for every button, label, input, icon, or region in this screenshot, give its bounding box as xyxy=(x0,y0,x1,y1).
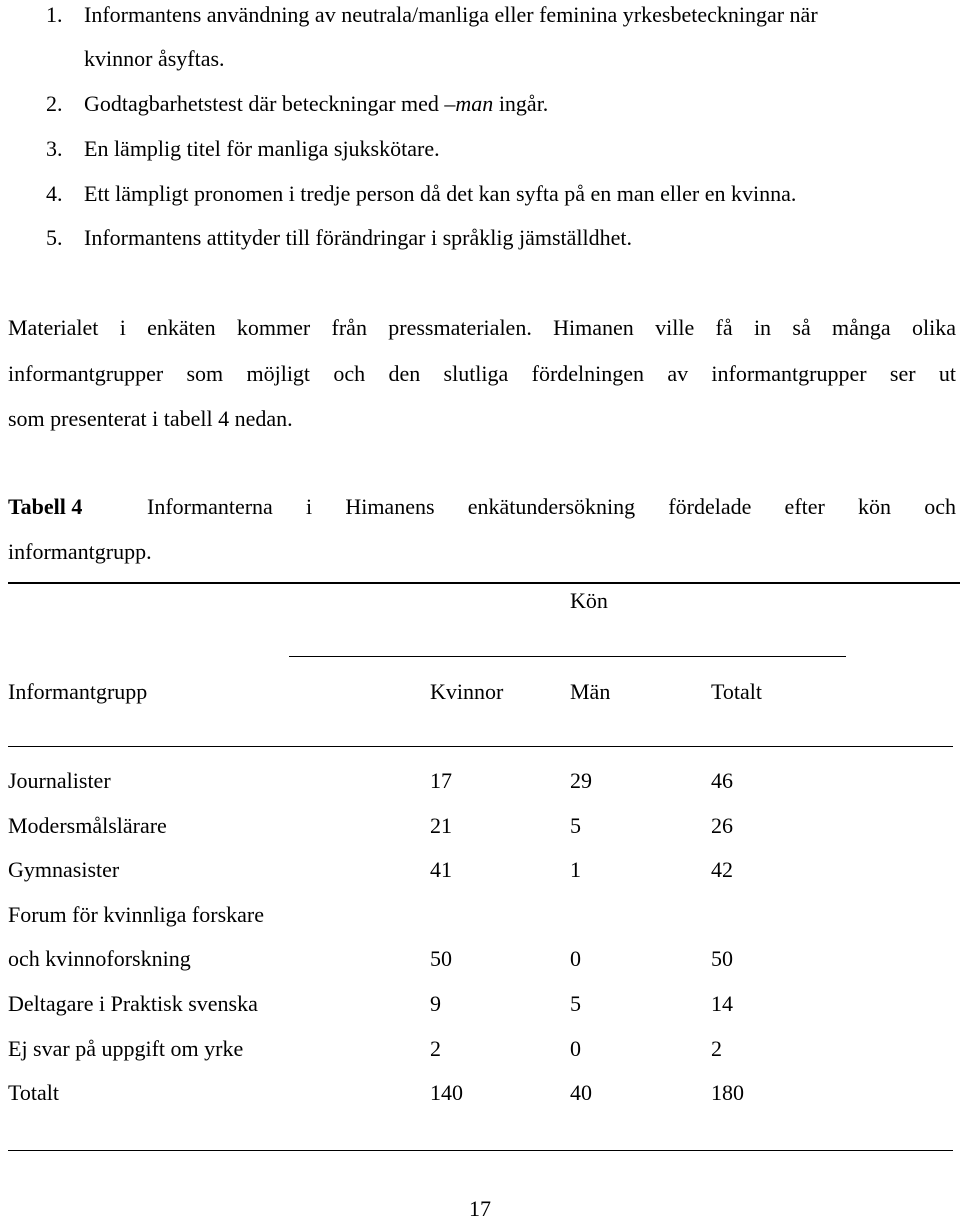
table-cell: Forum för kvinnliga forskare xyxy=(8,902,264,927)
table-cell: 5 xyxy=(570,813,581,838)
group-header: Kön xyxy=(570,588,608,613)
list-item-text: Ett lämpligt pronomen i tredje person då det kan syfta på en man eller en kvinna. xyxy=(84,181,797,206)
table-cell: 50 xyxy=(711,946,733,971)
table-cell: 0 xyxy=(570,1036,581,1061)
list-item-text: Informantens användning av neutrala/manliga eller feminina yrkesbeteckningar när xyxy=(84,2,818,27)
list-item-text: En lämplig titel för manliga sjukskötare. xyxy=(84,136,440,161)
column-header: Informantgrupp xyxy=(8,679,148,704)
table-caption-text: informantgrupp. xyxy=(8,539,152,564)
table-cell: 9 xyxy=(430,991,441,1016)
table-label: Tabell 4 xyxy=(8,494,83,519)
table-cell: 2 xyxy=(430,1036,441,1061)
table-cell: 41 xyxy=(430,857,452,882)
table-cell: 21 xyxy=(430,813,452,838)
table-cell: 5 xyxy=(570,991,581,1016)
table-cell: 40 xyxy=(570,1080,592,1105)
table-caption-text: Informanterna i Himanens enkätundersökning fördelade efter kön och xyxy=(147,494,956,519)
table-cell: Modersmålslärare xyxy=(8,813,167,838)
table-bottom-rule xyxy=(8,1150,953,1151)
table-cell: 50 xyxy=(430,946,452,971)
table-cell: 29 xyxy=(570,768,592,793)
paragraph-line: Materialet i enkäten kommer från pressmaterialen. Himanen ville få in så många olika xyxy=(8,315,956,340)
page-number: 17 xyxy=(469,1196,491,1221)
column-header: Totalt xyxy=(711,679,763,704)
table-cell: Journalister xyxy=(8,768,111,793)
list-item-text: Godtagbarhetstest där beteckningar med –man ingår. xyxy=(84,91,549,116)
column-header: Män xyxy=(570,679,611,704)
table-cell: 42 xyxy=(711,857,733,882)
table-cell: Totalt xyxy=(8,1080,60,1105)
table-cell: Deltagare i Praktisk svenska xyxy=(8,991,258,1016)
table-cell: 14 xyxy=(711,991,733,1016)
table-cell: 2 xyxy=(711,1036,722,1061)
list-number: 3. xyxy=(46,136,63,161)
list-item-text: Informantens attityder till förändringar i språklig jämställdhet. xyxy=(84,225,633,250)
table-cell: 140 xyxy=(430,1080,463,1105)
table-cell: Gymnasister xyxy=(8,857,120,882)
list-item-text: kvinnor åsyftas. xyxy=(84,46,225,71)
table-cell: 180 xyxy=(711,1080,744,1105)
paragraph-line: som presenterat i tabell 4 nedan. xyxy=(8,406,293,431)
table-cell: Ej svar på uppgift om yrke xyxy=(8,1036,244,1061)
list-number: 1. xyxy=(46,2,63,27)
paragraph-line: informantgrupper som möjligt och den slutliga fördelningen av informantgrupper ser ut xyxy=(8,361,956,386)
table-cell: och kvinnoforskning xyxy=(8,946,191,971)
list-number: 4. xyxy=(46,181,63,206)
table-cell: 26 xyxy=(711,813,733,838)
column-header: Kvinnor xyxy=(430,679,504,704)
group-header-rule xyxy=(289,656,846,657)
header-rule xyxy=(8,746,953,747)
table-cell: 46 xyxy=(711,768,733,793)
table-cell: 1 xyxy=(570,857,581,882)
list-number: 5. xyxy=(46,225,63,250)
table-top-rule xyxy=(8,582,960,584)
table-cell: 17 xyxy=(430,768,452,793)
table-cell: 0 xyxy=(570,946,581,971)
list-number: 2. xyxy=(46,91,63,116)
